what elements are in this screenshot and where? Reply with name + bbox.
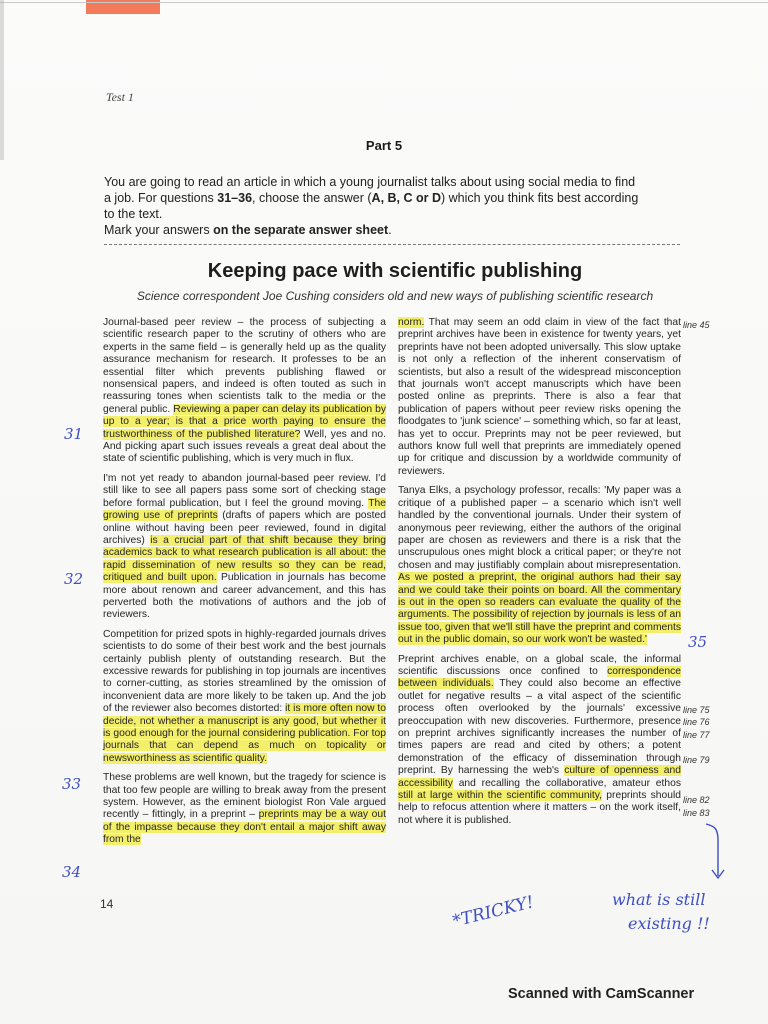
body-text: Tanya Elks, a psychology professor, recalls: 'My paper was a critique of a published paper – a scenario which isn't well handled by the conventional journals. Under their system of anonymous peer reviewing, either the authors of the original paper are chosen as reviewers and there is a risk that the unscrupulous ones might block a critical paper; or they're not chosen and may justifiably complain about misrepresentation. (398, 485, 681, 571)
paragraph-4 (103, 772, 386, 846)
question-range: 31–36 (217, 191, 253, 205)
body-text: Publication in journals has become more about renown and career advancement, and this has perverted both the motivations of authors and the job of reviewers. (103, 572, 386, 621)
answer-options: A, B, C or D (371, 191, 441, 205)
highlighted-text: Reviewing a paper can delay its publication by up to a year; is that a price worth paying to ensure the trustworthiness of the published literature? (103, 403, 387, 440)
line-marker: line 83 (683, 808, 710, 818)
body-text: preprints should help to refocus attention where it matters – on the work itself, not where it is published. (398, 790, 681, 826)
instructions-line-3: to the text. (104, 207, 163, 221)
line-marker: line 45 (683, 320, 710, 330)
highlighted-text: still at large within the scientific community, (398, 790, 603, 802)
highlighted-text: norm. (398, 317, 425, 328)
body-text: Competition for prized spots in highly-regarded journals drives scientists to do some of their best work and the best journals certainly publish plenty of outstanding research. But the excessive rewards for publishing in top journals are incentives to corner-cutting, as stories streamlined by the omission of inconvenient data are more likely to be taken up. And the job of the reviewer also becomes distorted: (103, 628, 386, 715)
instructions (104, 174, 684, 238)
body-text: That may seem an odd claim in view of the fact that preprint archives have been in existence for twenty years, yet preprints have not been adopted universally. This slow uptake is not only a reflection of the inherent conservatism of scientists, but also a result of the widespread misconception that journals won't accept manuscripts which have been posted online as preprints. There is also a fear that publication of papers without peer review risks opening the floodgates to 'junk science' – something which, so far at least, has yet to occur. Preprints may not be peer reviewed, but authors know full well that preprints are immediately opened up for critique and discussion by a worldwide community of reviewers. (398, 317, 681, 477)
instructions-text: Mark your answers (104, 223, 214, 237)
article-subhead: Science correspondent Joe Cushing considers old and new ways of publishing scientific research (136, 289, 654, 303)
body-text: Well, yes and no. And picking apart such issues reveals a great deal about the state of scientific publishing, which is very much in flux. (103, 428, 386, 465)
body-text: (drafts of papers which are posted online without having been peer reviewed, found in digital archives) (103, 510, 386, 546)
line-marker: line 77 (683, 730, 710, 740)
answer-sheet-note: on the separate answer sheet (213, 223, 389, 237)
note-line-1: what is still (612, 890, 706, 909)
paragraph-3 (103, 629, 386, 765)
test-label: Test 1 (106, 90, 134, 104)
highlighted-text: The growing use of preprints (103, 497, 386, 522)
scan-top-border (0, 2, 768, 3)
highlighted-text: is a crucial part of that shift because they bring academics back to what research publication is all about: the rapid dissemination of new results so they can be read, critiqued and built upon. (103, 534, 386, 584)
handwritten-margin-note (612, 888, 710, 936)
highlighted-text: culture of openness and accessibility (398, 765, 681, 789)
paragraph-1 (103, 317, 386, 466)
page-number: 14 (100, 897, 114, 911)
body-text: These problems are well known, but the tragedy for science is that too few people are willing to break away from the present system. However, as the eminent biologist Ron Vale argued recently – fittingly, in a preprint – (103, 772, 386, 821)
body-text: I'm not yet ready to abandon journal-based peer review. I'd still like to see all papers pass some sort of checking stage before formal publication, but I feel the ground moving. (103, 472, 386, 509)
handwritten-arrow-icon (700, 820, 730, 890)
scan-left-shadow (0, 0, 4, 160)
camscanner-watermark: Scanned with CamScanner (508, 986, 695, 1002)
paragraph-7 (398, 654, 681, 828)
article-column-left (103, 317, 386, 854)
instructions-text: a job. For questions (104, 191, 218, 205)
line-marker: line 76 (683, 717, 710, 727)
handwritten-question-31: 31 (64, 425, 84, 443)
instructions-line-4 (104, 222, 684, 238)
handwritten-question-32: 32 (64, 570, 84, 588)
line-marker: line 82 (683, 795, 710, 805)
note-line-2: existing !! (628, 914, 710, 933)
instructions-text: ) which you think fits best according (441, 191, 639, 205)
part-title: Part 5 (365, 138, 403, 153)
article-column-right (398, 317, 681, 834)
body-text: They could also become an effective outlet for negative results – a vital aspect of the scientific process often overlooked by the journals' excessive preoccupation with new discoveries. Furthermore, presence on preprint archives significantly increases the number of times papers are read and cited by others; a potent demonstration of the efficacy of dissemination through preprint. By harnessing the web's (398, 678, 682, 777)
instructions-text: , choose the answer ( (252, 191, 372, 205)
instructions-line-1: You are going to read an article in which a young journalist talks about using social media to find (104, 175, 636, 189)
handwritten-question-33: 33 (62, 775, 82, 793)
line-marker: line 79 (683, 755, 710, 765)
paragraph-6 (398, 485, 681, 646)
body-text: Journal-based peer review – the process of subjecting a scientific research paper to the scrutiny of others who are experts in the same field – is generally held up as the quality assurance mechanism for research. It professes to be an essential filter which prevents publishing flawed or nonsensical papers, and indeed is often touted as such in reassuring tones when scientists talk to the media or the general public. (103, 317, 386, 415)
instructions-text: . (388, 223, 392, 237)
handwritten-question-35: 35 (688, 633, 708, 651)
highlighted-text: preprints may be a way out of the impasse because they don't entail a major shift away from the (103, 809, 386, 846)
handwritten-question-34: 34 (62, 863, 82, 881)
highlighted-text: As we posted a preprint, the original authors had their say and we could take their points on board. All the commentary is out in the open so readers can evaluate the quality of the arguments. The possibility of rejection by journals is less of an issue too, given that we'll still have the preprint and comments out in the public domain, so our work won't be wasted.' (398, 572, 681, 646)
instructions-line-2 (104, 190, 684, 206)
highlighted-text: correspondence between individuals. (398, 665, 681, 690)
highlighted-text: it is more often now to decide, not whether a manuscript is any good, but whether it is good enough for the journal considering publication. For top journals that can depend as much on topicality or newsworthiness as scientific quality. (103, 703, 386, 764)
body-text: Preprint archives enable, on a global scale, the informal scientific discussions once confined to (398, 653, 681, 677)
article-headline: Keeping pace with scientific publishing (207, 260, 583, 282)
handwritten-tricky-note: *TRICKY! (450, 892, 536, 932)
paragraph-2 (103, 473, 386, 622)
dashed-divider (104, 244, 680, 245)
line-marker: line 75 (683, 705, 710, 715)
paragraph-5 (398, 317, 681, 478)
body-text: and recalling the collaborative, amateur ethos (452, 777, 681, 789)
